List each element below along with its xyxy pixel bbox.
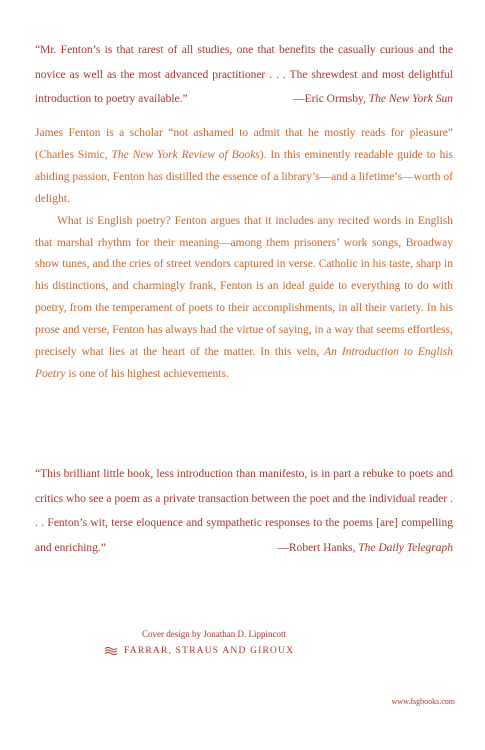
description-text: is one of his highest achievements. [65, 367, 229, 380]
description-paragraph-1 [35, 123, 453, 211]
quote-text: “This brilliant little book, less introduction than manifesto, is in part a rebuke to poets and critics who see a poem as a private transaction between the poet and the individual reader . . . Fenton’s wit, terse eloquence and sympathetic responses to the poems [are] compelling and enriching.” [35, 468, 453, 554]
review-quote-hanks [35, 462, 453, 560]
publisher-url: www.fsgbooks.com [391, 697, 455, 706]
description-text: ). In this eminently readable guide to his abiding passion, Fenton has distilled the essence of a library’s—and a lifetime’s—worth of delight. [35, 148, 454, 205]
book-title: An Introduction to English Poetry [35, 346, 453, 380]
book-description [35, 123, 453, 386]
description-source: The New York Review of Books [111, 148, 260, 161]
review-quote-ormsby [35, 38, 453, 112]
cover-design-credit: Cover design by Jonathan D. Lippincott [142, 629, 286, 639]
quote-source: The New York Sun [368, 93, 453, 105]
description-text: What is English poetry? Fenton argues that it includes any recited words in English that marshal rhythm for their meaning—among them prisoners’ work songs, Broadway show tunes, and the cries of street vendors captured in verse. Catholic in his taste, sharp in his distinctions, and charmingly frank, Fenton is an ideal guide to everything to do with poetry, from the temperament of poets to their accomplishments, in all their variety. In his prose and verse, Fenton has always had the virtue of saying, in a way that seems effortless, precisely what lies at the heart of the matter. In this vein, [35, 214, 453, 359]
quote-source: The Daily Telegraph [358, 541, 453, 554]
fsg-fish-logo-icon [104, 646, 118, 656]
publisher-name: FARRAR, STRAUS AND GIROUX [124, 646, 295, 656]
quote-text: “Mr. Fenton’s is that rarest of all studies, one that benefits the casually curious and the novice as well as the most advanced practitioner . . . The shrewdest and most delightful introduction to poetry available.” [35, 44, 453, 105]
quote-author: —Robert Hanks, [277, 541, 359, 554]
description-text: James Fenton is a scholar “not ashamed to admit that he mostly reads for pleasure” (Charles Simic, [35, 127, 453, 161]
publisher-imprint [104, 646, 294, 656]
quote-author: —Eric Ormsby, [293, 93, 369, 105]
description-paragraph-2 [35, 211, 453, 386]
